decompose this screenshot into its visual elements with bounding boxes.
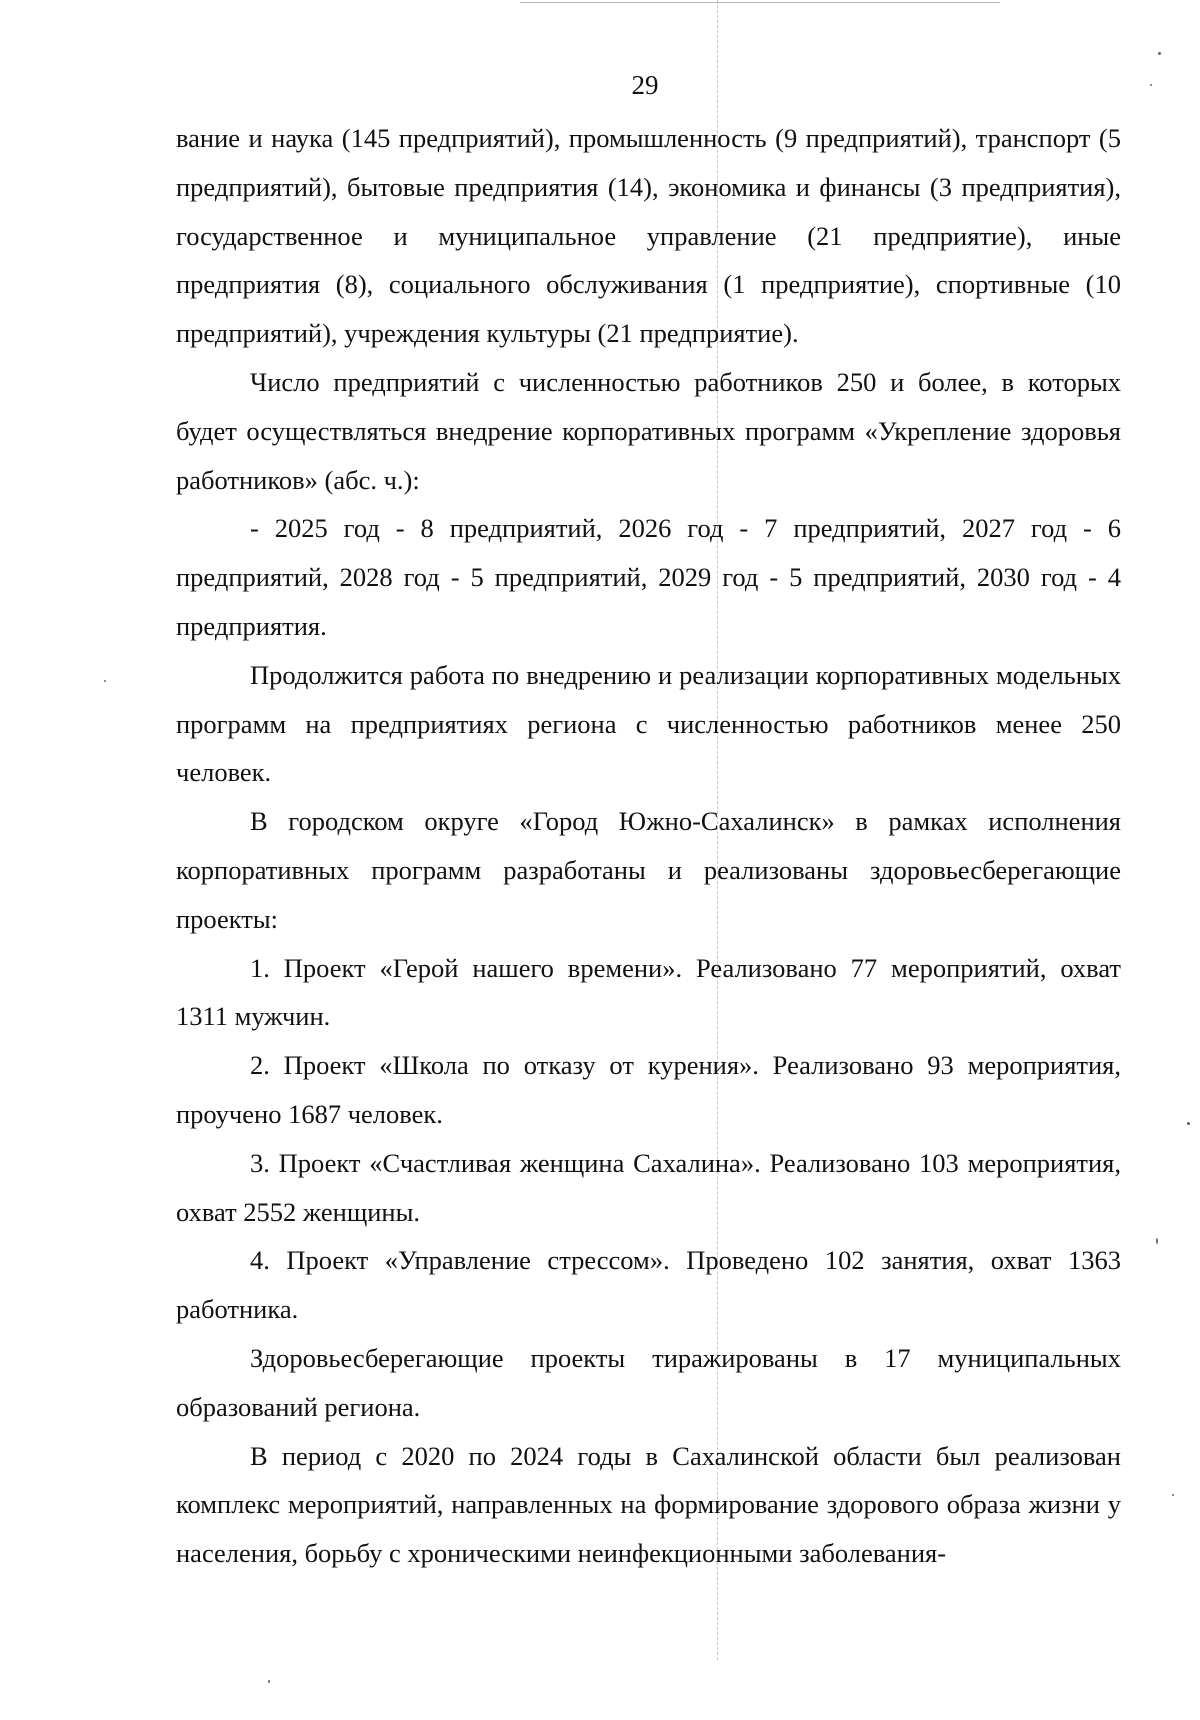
paragraph: 3. Проект «Счастливая женщина Сахалина». Реализовано 103 мероприятия, охват 2552 женщины. [176,1147,1121,1227]
paragraph: Продолжится работа по внедрению и реализации корпоративных модельных программ на предприятиях региона с численностью работников менее 250 человек. [176,659,1121,788]
scan-speck [1150,84,1152,86]
scan-speck [1156,1238,1158,1244]
paragraph: В городском округе «Город Южно-Сахалинск» в рамках исполнения корпоративных программ разработаны и реализованы здоровьесберегающие проекты: [176,806,1121,934]
scan-speck [268,1680,270,1683]
page-number: 29 [631,70,659,100]
paragraph: Здоровьесберегающие проекты тиражированы в 17 муниципальных образований региона. [176,1342,1121,1422]
paragraph: вание и наука (145 предприятий), промышленность (9 предприятий), транспорт (5 предприятий), бытовые предприятия (14), экономика и финансы (3 предприятия), государственное и муниципальное управление (21 предприятие), иные предприятия (8), социального обслуживания (1 предприятие), спортивные (10 предприятий), учреждения культуры (21 предприятие). [176,123,1121,349]
paragraph: 1. Проект «Герой нашего времени». Реализовано 77 мероприятий, охват 1311 мужчин. [176,952,1121,1032]
paragraph: Число предприятий с численностью работников 250 и более, в которых будет осуществляться внедрение корпоративных программ «Укрепление здоровья работников» (абс. ч.): [176,366,1121,495]
scan-speck [1187,1122,1190,1125]
body-text [176,114,1121,1578]
paragraph: - 2025 год - 8 предприятий, 2026 год - 7 предприятий, 2027 год - 6 предприятий, 2028 год - 5 предприятий, 2029 год - 5 предприятий, 2030 год - 4 предприятия. [176,513,1121,641]
scan-top-rule [520,2,1000,3]
paragraph: 2. Проект «Школа по отказу от курения». Реализовано 93 мероприятия, проучено 1687 человек. [176,1050,1121,1129]
scan-speck [1172,1494,1174,1496]
paragraph: В период с 2020 по 2024 годы в Сахалинской области был реализован комплекс мероприятий, направленных на формирование здорового образа жизни у населения, борьбу с хроническими неинфекционными заболевания- [176,1440,1121,1569]
paragraph: 4. Проект «Управление стрессом». Проведено 102 занятия, охват 1363 работника. [176,1245,1121,1325]
scan-speck [1158,52,1161,55]
scan-speck [104,680,106,682]
